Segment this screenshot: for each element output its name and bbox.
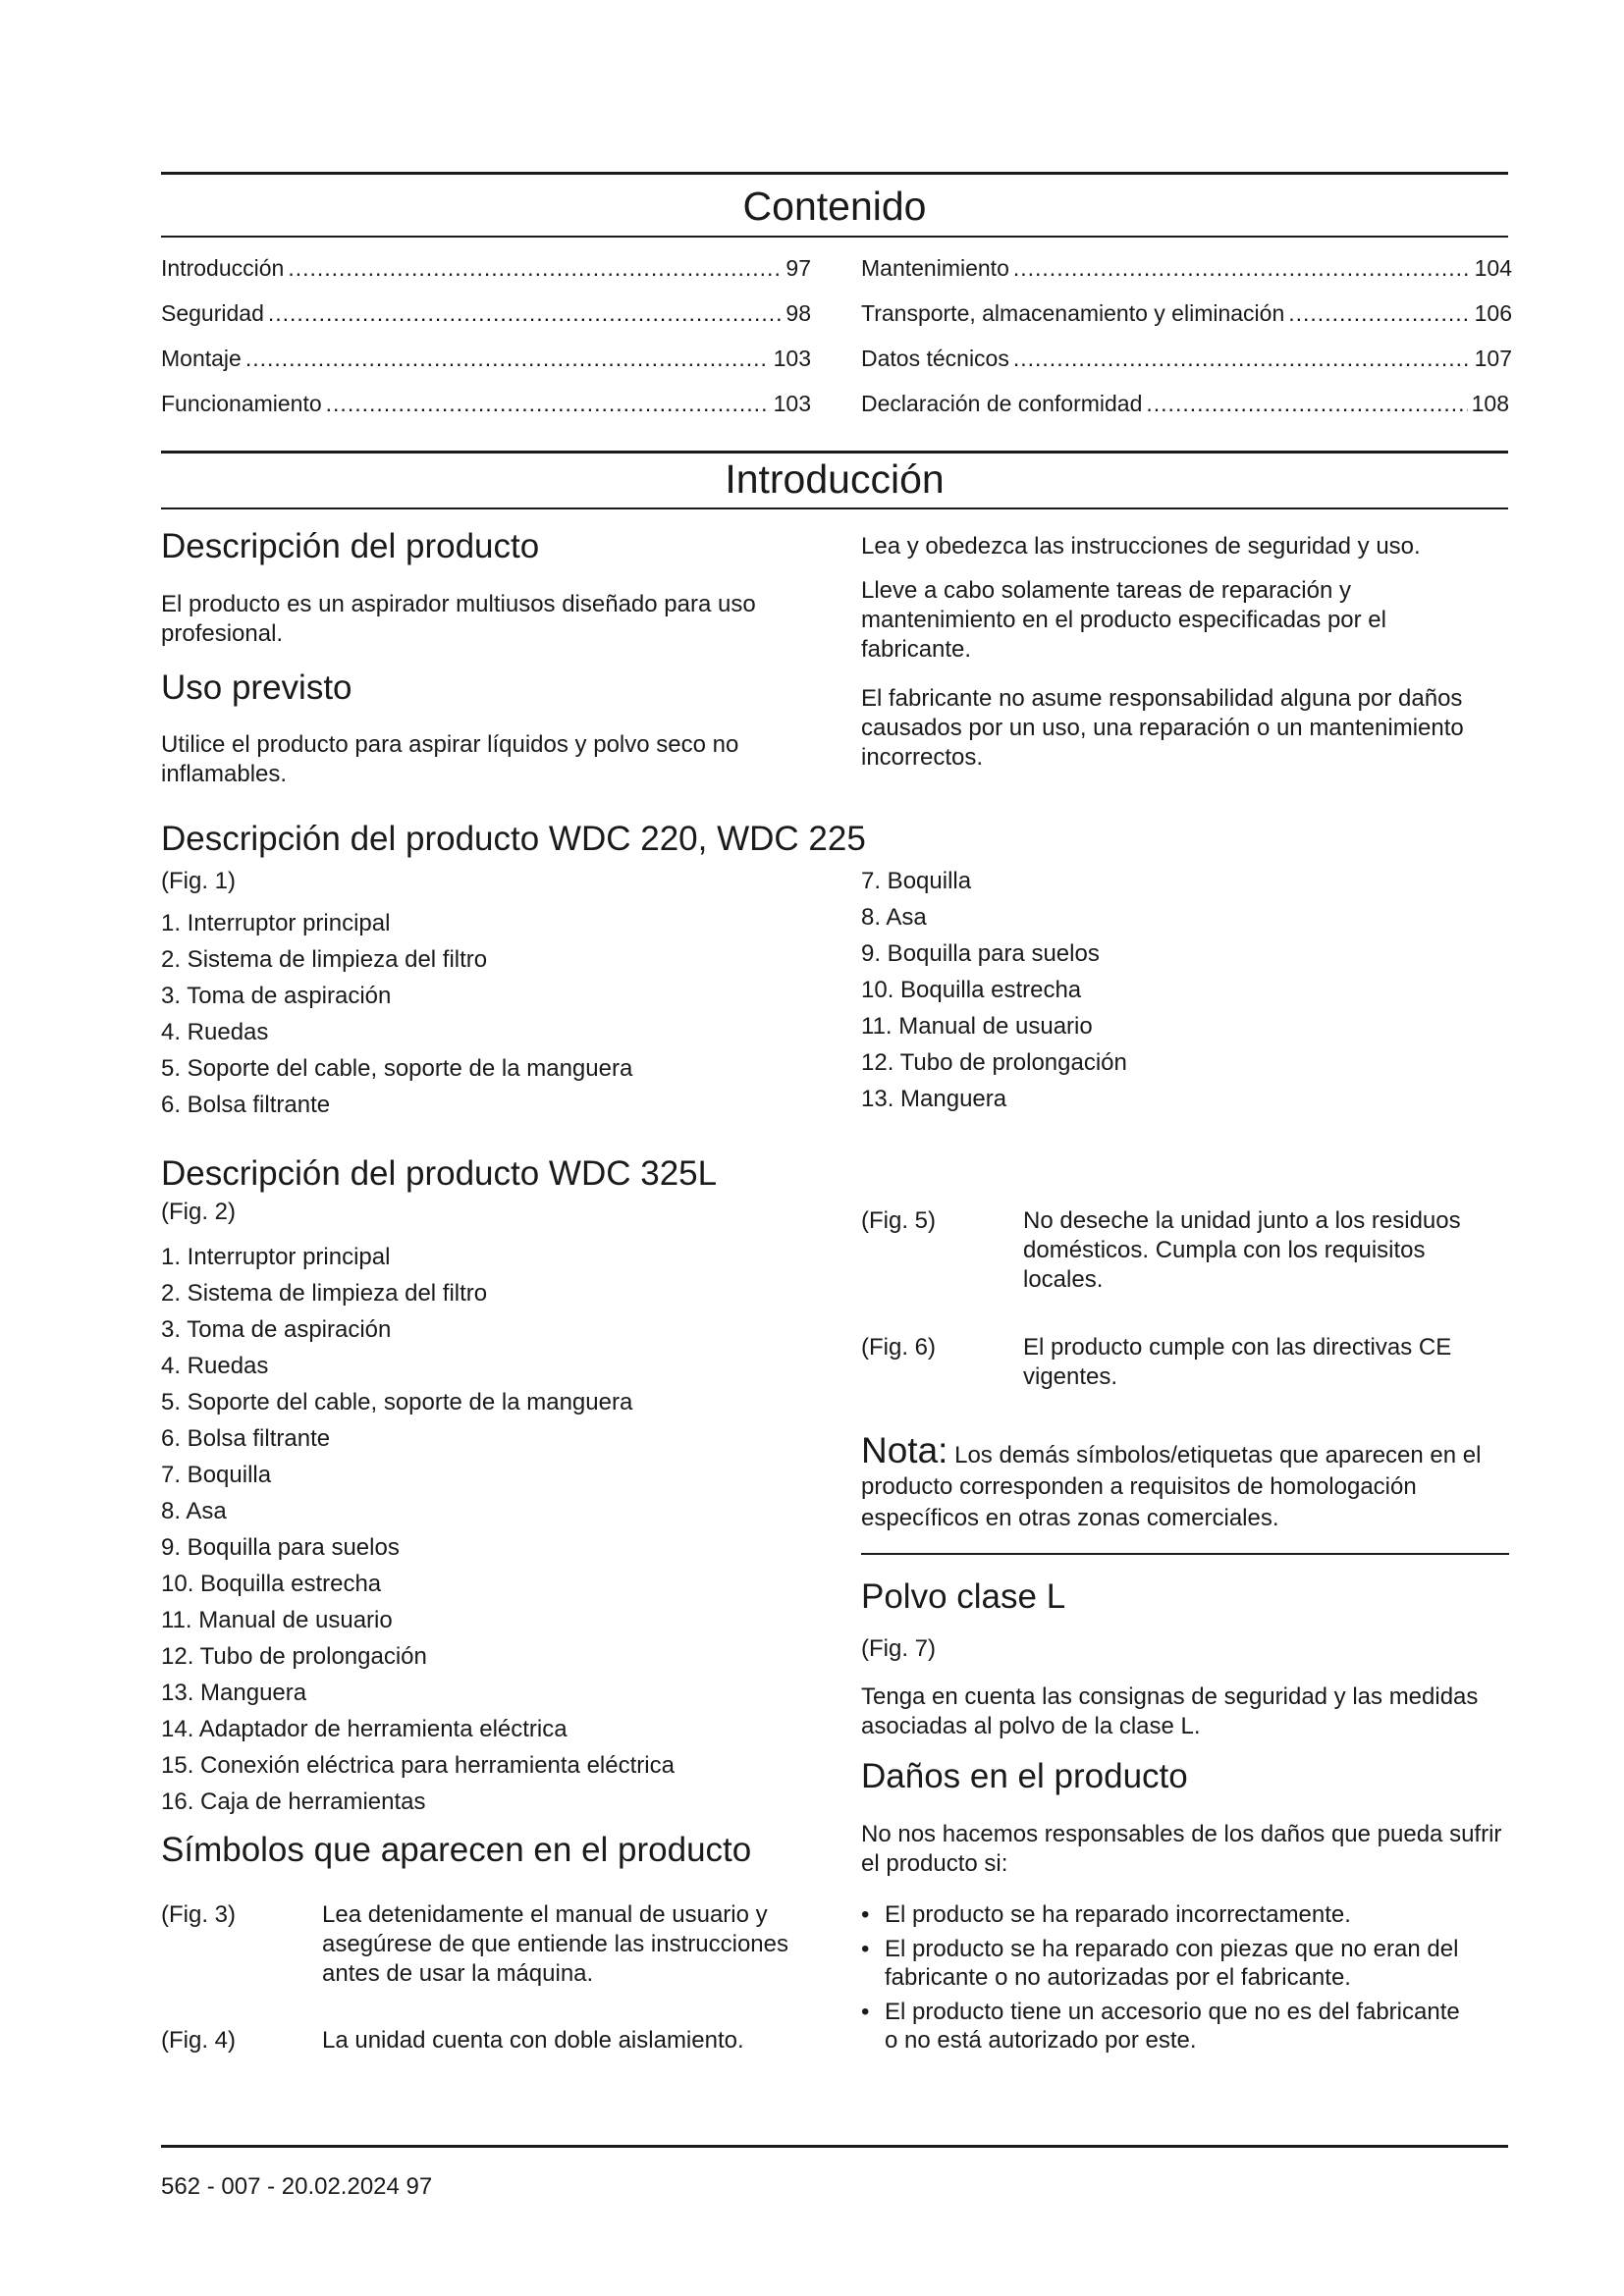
toc-leader bbox=[1013, 254, 1471, 282]
intro-title: Introducción bbox=[725, 456, 945, 502]
intro-title-rule bbox=[161, 507, 1508, 509]
toc-page: 107 bbox=[1474, 346, 1512, 371]
intro-para: Lea y obedezca las instrucciones de seguridad y uso. bbox=[861, 533, 1421, 560]
wdc220-heading: Descripción del producto WDC 220, WDC 225 bbox=[161, 820, 866, 858]
toc-entry[interactable] bbox=[861, 390, 1509, 417]
toc-entry[interactable] bbox=[161, 390, 811, 417]
note-label: Nota: bbox=[861, 1430, 948, 1470]
toc-page: 103 bbox=[773, 346, 811, 371]
toc-label: Seguridad bbox=[161, 300, 264, 326]
list-item: 13. Manguera bbox=[161, 1680, 307, 1706]
list-item: 6. Bolsa filtrante bbox=[161, 1425, 331, 1452]
list-item: 9. Boquilla para suelos bbox=[161, 1534, 400, 1561]
note-rule bbox=[861, 1553, 1509, 1555]
toc-label: Funcionamiento bbox=[161, 391, 322, 416]
symbol-fig-ref: (Fig. 3) bbox=[161, 1901, 237, 1928]
toc-page: 104 bbox=[1474, 255, 1512, 281]
toc-leader bbox=[1288, 299, 1470, 327]
dust-class-text: Tenga en cuenta las consignas de seguridad y las medidas asociadas al polvo de la clase L. bbox=[861, 1683, 1479, 1739]
toc-page: 108 bbox=[1471, 391, 1509, 416]
toc-entry[interactable] bbox=[161, 345, 811, 372]
symbol-description: No deseche la unidad junto a los residuos domésticos. Cumpla con los requisitos locales. bbox=[1023, 1207, 1461, 1293]
toc-label: Declaración de conformidad bbox=[861, 391, 1143, 416]
list-item: 9. Boquilla para suelos bbox=[861, 940, 1100, 967]
toc-label: Transporte, almacenamiento y eliminación bbox=[861, 300, 1285, 326]
symbol-fig-ref: (Fig. 6) bbox=[861, 1334, 937, 1361]
list-item: 4. Ruedas bbox=[161, 1019, 269, 1045]
toc-leader bbox=[1146, 390, 1467, 417]
toc-leader bbox=[268, 299, 783, 327]
toc-entry[interactable] bbox=[861, 254, 1512, 282]
toc-page: 106 bbox=[1474, 300, 1512, 326]
toc-entry[interactable] bbox=[161, 254, 811, 282]
list-item: 15. Conexión eléctrica para herramienta eléctrica bbox=[161, 1752, 675, 1779]
contents-title: Contenido bbox=[742, 184, 927, 229]
list-item: 11. Manual de usuario bbox=[161, 1607, 393, 1633]
toc-page: 98 bbox=[785, 300, 811, 326]
toc-entry[interactable] bbox=[861, 345, 1512, 372]
wdc220-parts-list-right bbox=[861, 867, 1127, 1121]
top-rule bbox=[161, 172, 1508, 175]
list-item: 14. Adaptador de herramienta eléctrica bbox=[161, 1716, 568, 1742]
list-item: • El producto tiene un accesorio que no es del fabricante o no está autorizado por este. bbox=[861, 1998, 1470, 2055]
list-item: 8. Asa bbox=[861, 904, 927, 931]
list-item: 2. Sistema de limpieza del filtro bbox=[161, 946, 488, 973]
symbol-description: La unidad cuenta con doble aislamiento. bbox=[322, 2027, 744, 2054]
note-block bbox=[861, 1430, 1511, 1534]
list-item: 13. Manguera bbox=[861, 1086, 1007, 1112]
dust-class-heading: Polvo clase L bbox=[861, 1577, 1066, 1616]
contents-title-rule bbox=[161, 236, 1508, 238]
list-item: 12. Tubo de prolongación bbox=[861, 1049, 1127, 1076]
intro-top-rule bbox=[161, 451, 1508, 454]
wdc325-fig-ref: (Fig. 2) bbox=[161, 1199, 237, 1225]
symbol-description: Lea detenidamente el manual de usuario y asegúrese de que entiende las instrucciones antes de usar la máquina. bbox=[322, 1901, 788, 1987]
toc-page: 103 bbox=[773, 391, 811, 416]
symbol-fig-ref: (Fig. 5) bbox=[861, 1207, 937, 1234]
list-item: 3. Toma de aspiración bbox=[161, 983, 392, 1009]
list-item: 5. Soporte del cable, soporte de la manguera bbox=[161, 1055, 633, 1082]
toc-leader bbox=[245, 345, 770, 372]
toc-label: Introducción bbox=[161, 255, 285, 281]
footer-rule bbox=[161, 2145, 1508, 2148]
list-item: 7. Boquilla bbox=[861, 868, 972, 894]
intro-para: Lleve a cabo solamente tareas de reparación y mantenimiento en el producto especificadas por el fabricante. bbox=[861, 577, 1386, 663]
list-item: 6. Bolsa filtrante bbox=[161, 1092, 331, 1118]
product-description-heading: Descripción del producto bbox=[161, 527, 540, 565]
toc-leader bbox=[288, 254, 782, 282]
footer-text: 562 - 007 - 20.02.2024 97 bbox=[161, 2173, 433, 2200]
list-item: 10. Boquilla estrecha bbox=[861, 977, 1082, 1003]
list-item: 11. Manual de usuario bbox=[861, 1013, 1093, 1040]
dust-class-fig-ref: (Fig. 7) bbox=[861, 1635, 937, 1662]
toc-entry[interactable] bbox=[861, 299, 1512, 327]
wdc325-parts-list bbox=[161, 1243, 675, 1824]
symbols-heading: Símbolos que aparecen en el producto bbox=[161, 1831, 752, 1869]
list-item: 16. Caja de herramientas bbox=[161, 1789, 426, 1815]
product-description-text: El producto es un aspirador multiusos diseñado para uso profesional. bbox=[161, 591, 756, 647]
list-item: 3. Toma de aspiración bbox=[161, 1316, 392, 1343]
toc-label: Datos técnicos bbox=[861, 346, 1009, 371]
toc-page: 97 bbox=[785, 255, 811, 281]
intro-para: El fabricante no asume responsabilidad alguna por daños causados por un uso, una reparación o un mantenimiento incorrectos. bbox=[861, 685, 1464, 771]
list-item: 8. Asa bbox=[161, 1498, 227, 1524]
intended-use-text: Utilice el producto para aspirar líquidos y polvo seco no inflamables. bbox=[161, 731, 739, 787]
damage-intro: No nos hacemos responsables de los daños que pueda sufrir el producto si: bbox=[861, 1821, 1502, 1877]
note-text: Los demás símbolos/etiquetas que aparecen en el producto corresponden a requisitos de homologación específicos en otras zonas comerciales. bbox=[861, 1442, 1482, 1531]
wdc325-heading: Descripción del producto WDC 325L bbox=[161, 1154, 718, 1193]
symbol-fig-ref: (Fig. 4) bbox=[161, 2027, 237, 2054]
toc-label: Mantenimiento bbox=[861, 255, 1009, 281]
symbol-description: El producto cumple con las directivas CE vigentes. bbox=[1023, 1334, 1452, 1390]
wdc220-parts-list-left bbox=[161, 909, 632, 1127]
wdc220-fig-ref: (Fig. 1) bbox=[161, 868, 237, 894]
list-item: • El producto se ha reparado con piezas que no eran del fabricante o no autorizadas por el fabricante. bbox=[861, 1935, 1470, 1992]
toc-leader bbox=[326, 390, 770, 417]
toc-label: Montaje bbox=[161, 346, 242, 371]
damage-heading: Daños en el producto bbox=[861, 1757, 1188, 1795]
list-item: 7. Boquilla bbox=[161, 1462, 272, 1488]
intended-use-heading: Uso previsto bbox=[161, 668, 352, 707]
list-item: 10. Boquilla estrecha bbox=[161, 1571, 382, 1597]
list-item: 1. Interruptor principal bbox=[161, 1244, 391, 1270]
list-item: 2. Sistema de limpieza del filtro bbox=[161, 1280, 488, 1307]
list-item: 1. Interruptor principal bbox=[161, 910, 391, 936]
damage-bullet-list bbox=[861, 1900, 1470, 2060]
list-item: 12. Tubo de prolongación bbox=[161, 1643, 427, 1670]
toc-leader bbox=[1013, 345, 1471, 372]
list-item: • El producto se ha reparado incorrectamente. bbox=[861, 1900, 1470, 1929]
list-item: 5. Soporte del cable, soporte de la manguera bbox=[161, 1389, 633, 1415]
toc-entry[interactable] bbox=[161, 299, 811, 327]
list-item: 4. Ruedas bbox=[161, 1353, 269, 1379]
